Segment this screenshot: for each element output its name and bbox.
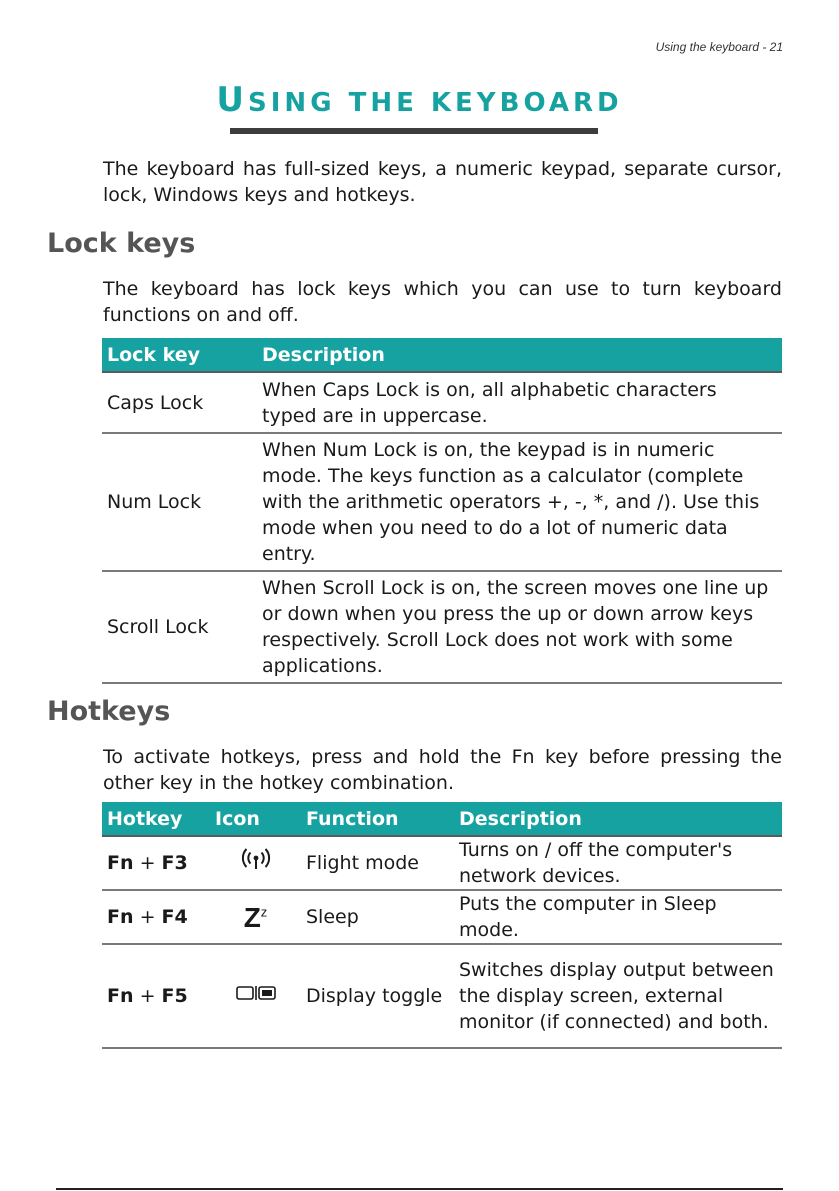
hotkey-icon-cell — [210, 944, 301, 1048]
lock-key-description: When Caps Lock is on, all alphabetic characters typed are in uppercase. — [257, 372, 782, 433]
table-row — [102, 433, 782, 571]
sleep-icon: $Z^z$ — [243, 902, 268, 934]
footer-rule — [56, 1188, 783, 1190]
intro-paragraph: The keyboard has full-sized keys, a numeric keypad, separate cursor, lock, Windows keys and hotkeys. — [103, 158, 782, 206]
table-header-row — [102, 338, 782, 372]
column-header: Lock key — [102, 338, 257, 372]
lock-key-description: When Scroll Lock is on, the screen moves one line up or down when you press the up or down arrow keys respectively. Scroll Lock does not work with some applications. — [257, 571, 782, 683]
table-header-row — [102, 802, 782, 836]
lock-keys-table — [102, 338, 782, 684]
hotkey-icon-cell — [210, 890, 301, 944]
table-row — [102, 890, 782, 944]
lock-key-name: Num Lock — [102, 433, 257, 571]
table-row — [102, 836, 782, 890]
hotkeys-paragraph: To activate hotkeys, press and hold the Fn key before pressing the other key in the hotkey combination. — [103, 746, 782, 794]
hotkey-combo: Fn + F4 — [102, 890, 210, 944]
column-header: Function — [301, 802, 454, 836]
hotkey-icon-cell — [210, 836, 301, 890]
hotkey-combo: Fn + F3 — [102, 836, 210, 890]
flight-mode-icon — [239, 845, 273, 875]
hotkey-description: Turns on / off the computer's network devices. — [454, 836, 782, 890]
column-header: Description — [454, 802, 782, 836]
hotkey-function: Sleep — [301, 890, 454, 944]
page-title: USING THE KEYBOARD — [216, 80, 623, 120]
hotkey-description: Puts the computer in Sleep mode. — [454, 890, 782, 944]
lock-key-name: Caps Lock — [102, 372, 257, 433]
lock-keys-paragraph: The keyboard has lock keys which you can use to turn keyboard functions on and off. — [103, 278, 782, 326]
table-row — [102, 944, 782, 1048]
running-header: Using the keyboard - 21 — [655, 40, 783, 54]
lock-key-description: When Num Lock is on, the keypad is in numeric mode. The keys function as a calculator (complete with the arithmetic operators +, -, *, and /). Use this mode when you need to do a lot of numeric data entry. — [257, 433, 782, 571]
title-underline — [230, 128, 598, 134]
table-row — [102, 372, 782, 433]
hotkey-function: Flight mode — [301, 836, 454, 890]
lock-key-name: Scroll Lock — [102, 571, 257, 683]
hotkey-combo: Fn + F5 — [102, 944, 210, 1048]
hotkey-function: Display toggle — [301, 944, 454, 1048]
table-row — [102, 571, 782, 683]
hotkeys-table — [102, 802, 782, 1049]
lock-keys-heading: Lock keys — [47, 228, 196, 259]
hotkey-description: Switches display output between the display screen, external monitor (if connected) and both. — [454, 944, 782, 1048]
hotkeys-heading: Hotkeys — [47, 696, 171, 727]
column-header: Icon — [210, 802, 301, 836]
display-toggle-icon — [235, 984, 277, 1002]
column-header: Description — [257, 338, 782, 372]
column-header: Hotkey — [102, 802, 210, 836]
